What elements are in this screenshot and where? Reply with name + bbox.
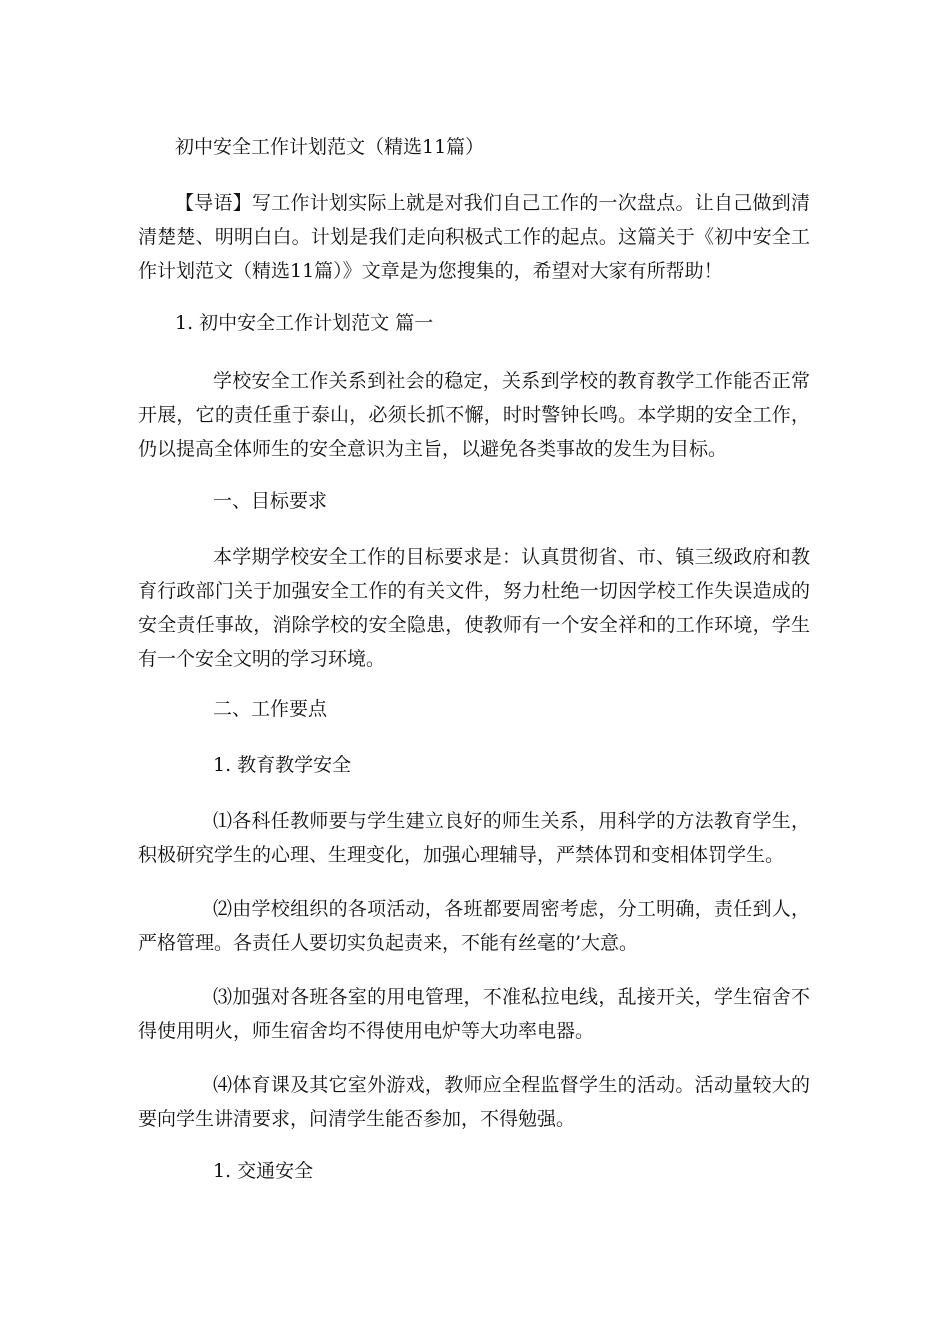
sub-heading-teaching: 1. 教育教学安全 (213, 754, 352, 776)
intro-paragraph: 【导语】写工作计划实际上就是对我们自己工作的一次盘点。让自己做到清清楚楚、明明白白。计划是我们走向积极式工作的起点。这篇关于《初中安全工作计划范文（精选11篇）》文章是为您搜集的，希望对大家有所帮助！ (138, 192, 810, 282)
heading-points: 二、工作要点 (213, 698, 328, 720)
list-item-4: ⑷体育课及其它室外游戏，教师应全程监督学生的活动。活动量较大的要向学生讲清要求，问清学生能否参加，不得勉强。 (138, 1074, 810, 1130)
heading-goal: 一、目标要求 (213, 490, 328, 512)
section-heading-1: 1. 初中安全工作计划范文 篇一 (175, 312, 434, 334)
paragraph-goal: 本学期学校安全工作的目标要求是：认真贯彻省、市、镇三级政府和教育行政部门关于加强安全工作的有关文件，努力杜绝一切因学校工作失误造成的安全责任事故，消除学校的安全隐患，使教师有一个安全祥和的工作环境，学生有一个安全文明的学习环境。 (138, 546, 810, 670)
document-title: 初中安全工作计划范文（精选11篇） (175, 136, 485, 158)
paragraph-1: 学校安全工作关系到社会的稳定，关系到学校的教育教学工作能否正常开展，它的责任重于泰山，必须长抓不懈，时时警钟长鸣。本学期的安全工作，仍以提高全体师生的安全意识为主旨，以避免各类事故的发生为目标。 (138, 370, 810, 460)
sub-heading-traffic: 1. 交通安全 (213, 1160, 314, 1182)
list-item-2: ⑵由学校组织的各项活动，各班都要周密考虑，分工明确，责任到人，严格管理。各责任人要切实负起责来，不能有丝毫的’大意。 (138, 898, 810, 954)
list-item-1: ⑴各科任教师要与学生建立良好的师生关系，用科学的方法教育学生，积极研究学生的心理、生理变化，加强心理辅导，严禁体罚和变相体罚学生。 (138, 810, 810, 866)
list-item-3: ⑶加强对各班各室的用电管理，不准私拉电线，乱接开关，学生宿舍不得使用明火，师生宿舍均不得使用电炉等大功率电器。 (138, 986, 810, 1042)
